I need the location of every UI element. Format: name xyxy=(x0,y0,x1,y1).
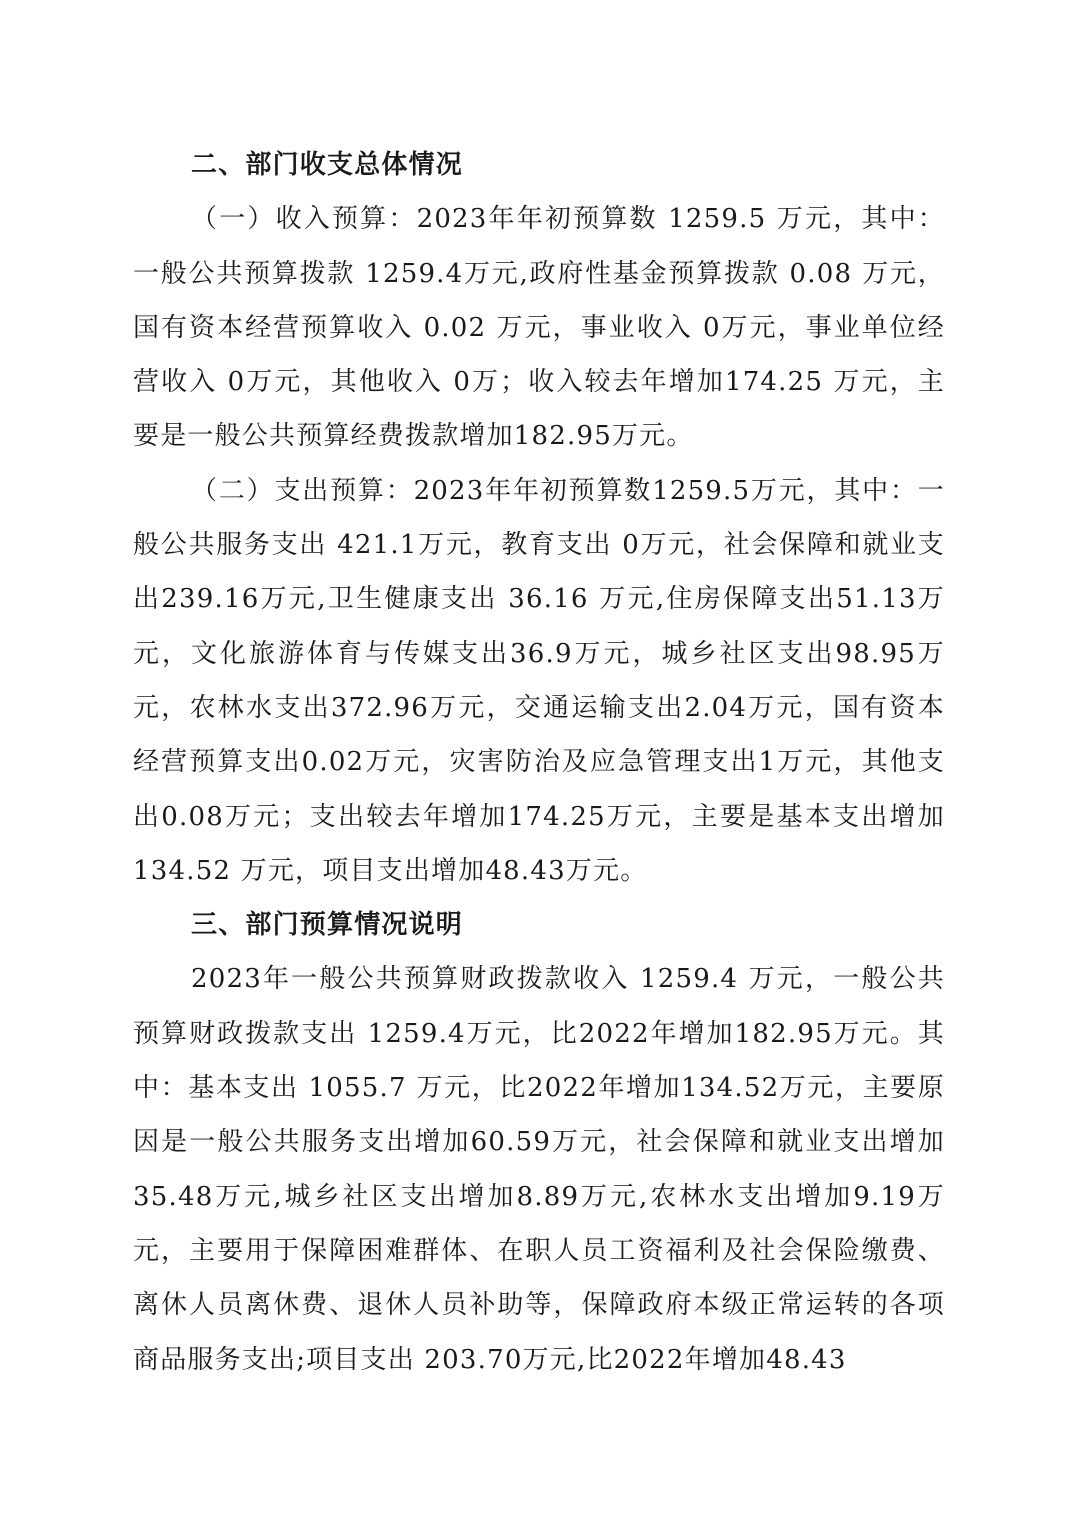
document-body xyxy=(133,138,945,1387)
section-heading-overall-budget: 二、部门收支总体情况 xyxy=(191,150,464,180)
paragraph-expenditure-budget: （二）支出预算：2023年年初预算数1259.5万元，其中：一般公共服务支出 421.1万元，教育支出 0万元，社会保障和就业支出239.16万元,卫生健康支出 36.16 万元,住房保障支出51.13万元，文化旅游体育与传媒支出36.9万元，城乡社区支出98.95万元，农林水支出372.96万元，交通运输支出2.04万元，国有资本经营预算支出0.02万元，灾害防治及应急管理支出1万元，其他支出0.08万元；支出较去年增加174.25万元，主要是基本支出增加134.52 万元，项目支出增加48.43万元。 xyxy=(133,475,945,886)
paragraph-general-public-budget: 2023年一般公共预算财政拨款收入 1259.4 万元，一般公共预算财政拨款支出 1259.4万元，比2022年增加182.95万元。其中：基本支出 1055.7 万元，比2022年增加134.52万元，主要原因是一般公共服务支出增加60.59万元，社会保障和就业支出增加35.48万元,城乡社区支出增加8.89万元,农林水支出增加9.19万元，主要用于保障困难群体、在职人员工资福利及社会保险缴费、离休人员离休费、退休人员补助等，保障政府本级正常运转的各项商品服务支出;项目支出 203.70万元,比2022年增加48.43 xyxy=(133,964,945,1375)
section-heading-budget-explanation: 三、部门预算情况说明 xyxy=(191,910,464,941)
paragraph-income-budget: （一）收入预算：2023年年初预算数 1259.5 万元，其中：一般公共预算拨款 1259.4万元,政府性基金预算拨款 0.08 万元，国有资本经营预算收入 0.02 万元，事业收入 0万元，事业单位经营收入 0万元，其他收入 0万；收入较去年增加174.25 万元，主要是一般公共预算经费拨款增加182.95万元。 xyxy=(133,204,945,452)
